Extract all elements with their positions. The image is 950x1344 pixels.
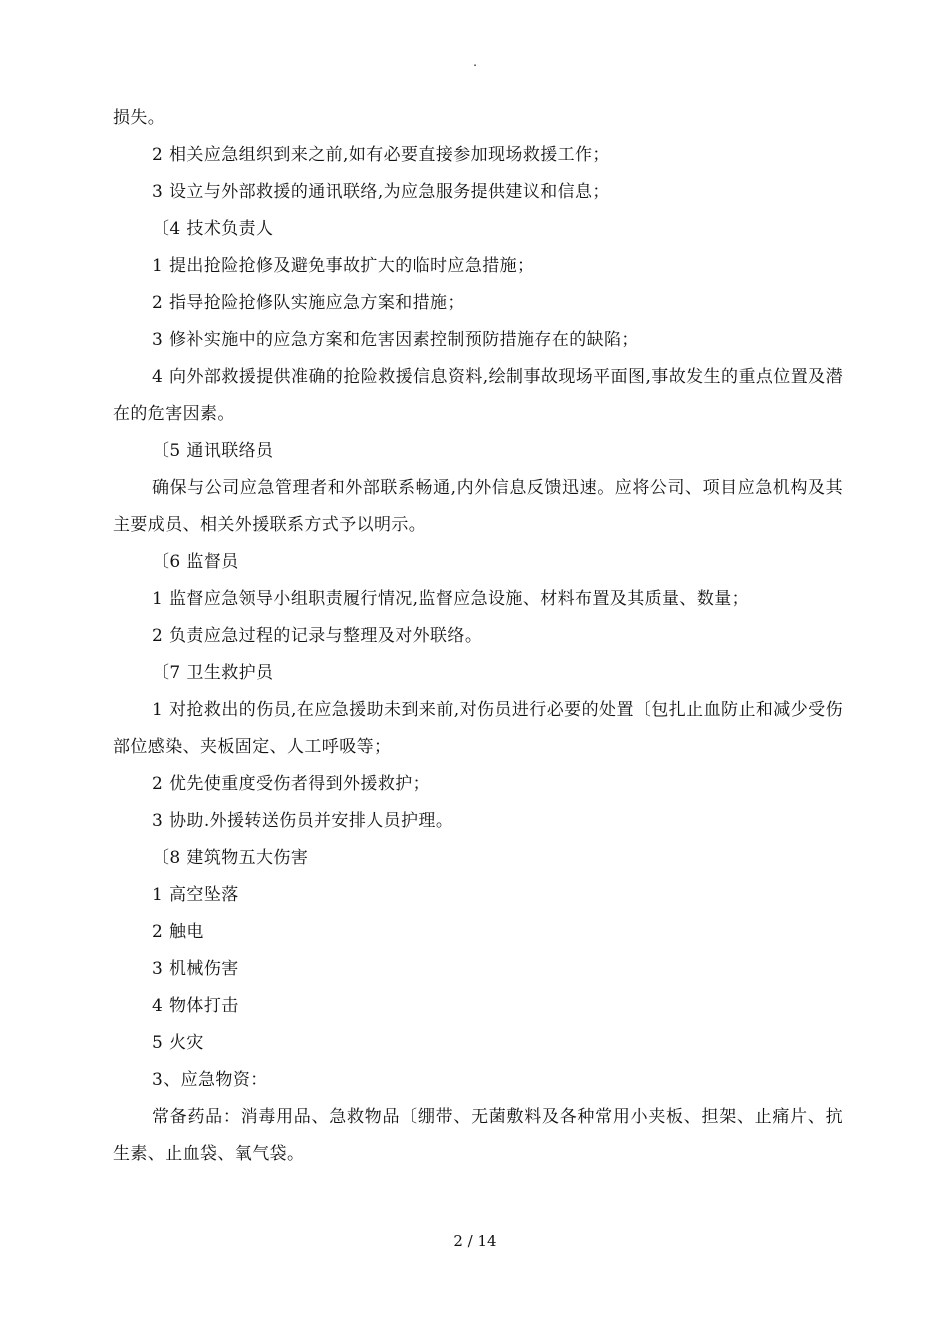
section-heading: 〔7 卫生救护员 — [152, 663, 274, 683]
paragraph: 3 设立与外部救援的通讯联络,为应急服务提供建议和信息； — [152, 182, 610, 202]
paragraph: 4 向外部救援提供准确的抢险救援信息资料,绘制事故现场平面图,事故发生的重点位置及潜在的危害因素。 — [113, 367, 843, 424]
section-heading: 〔8 建筑物五大伤害 — [152, 848, 309, 868]
paragraph: 2 相关应急组织到来之前,如有必要直接参加现场救援工作； — [152, 145, 610, 165]
paragraph: 3 协助.外援转送伤员并安排人员护理。 — [152, 811, 454, 831]
paragraph: 2 负责应急过程的记录与整理及对外联络。 — [152, 626, 483, 646]
page-number: 2 / 14 — [453, 1232, 497, 1250]
list-item: 2 触电 — [152, 922, 204, 942]
section-heading: 3、应急物资： — [152, 1070, 268, 1090]
list-item: 5 火灾 — [152, 1033, 204, 1053]
paragraph: 1 监督应急领导小组职责履行情况,监督应急设施、材料布置及其质量、数量； — [152, 589, 750, 609]
paragraph: 2 指导抢险抢修队实施应急方案和措施； — [152, 293, 465, 313]
section-heading: 〔5 通讯联络员 — [152, 441, 274, 461]
document-body — [113, 100, 843, 1173]
paragraph: 1 提出抢险抢修及避免事故扩大的临时应急措施； — [152, 256, 535, 276]
paragraph: 损失。 — [113, 108, 166, 128]
paragraph: 2 优先使重度受伤者得到外援救护； — [152, 774, 431, 794]
header-mark: . — [473, 55, 477, 69]
section-heading: 〔4 技术负责人 — [152, 219, 274, 239]
list-item: 1 高空坠落 — [152, 885, 239, 905]
paragraph: 常备药品：消毒用品、急救物品〔绷带、无菌敷料及各种常用小夹板、担架、止痛片、抗生素、止血袋、氧气袋。 — [113, 1107, 843, 1164]
list-item: 4 物体打击 — [152, 996, 239, 1016]
list-item: 3 机械伤害 — [152, 959, 239, 979]
paragraph: 3 修补实施中的应急方案和危害因素控制预防措施存在的缺陷； — [152, 330, 639, 350]
paragraph: 确保与公司应急管理者和外部联系畅通,内外信息反馈迅速。应将公司、项目应急机构及其主要成员、相关外援联系方式予以明示。 — [113, 478, 843, 535]
paragraph: 1 对抢救出的伤员,在应急援助未到来前,对伤员进行必要的处置〔包扎止血防止和减少受伤部位感染、夹板固定、人工呼吸等； — [113, 700, 843, 757]
section-heading: 〔6 监督员 — [152, 552, 239, 572]
